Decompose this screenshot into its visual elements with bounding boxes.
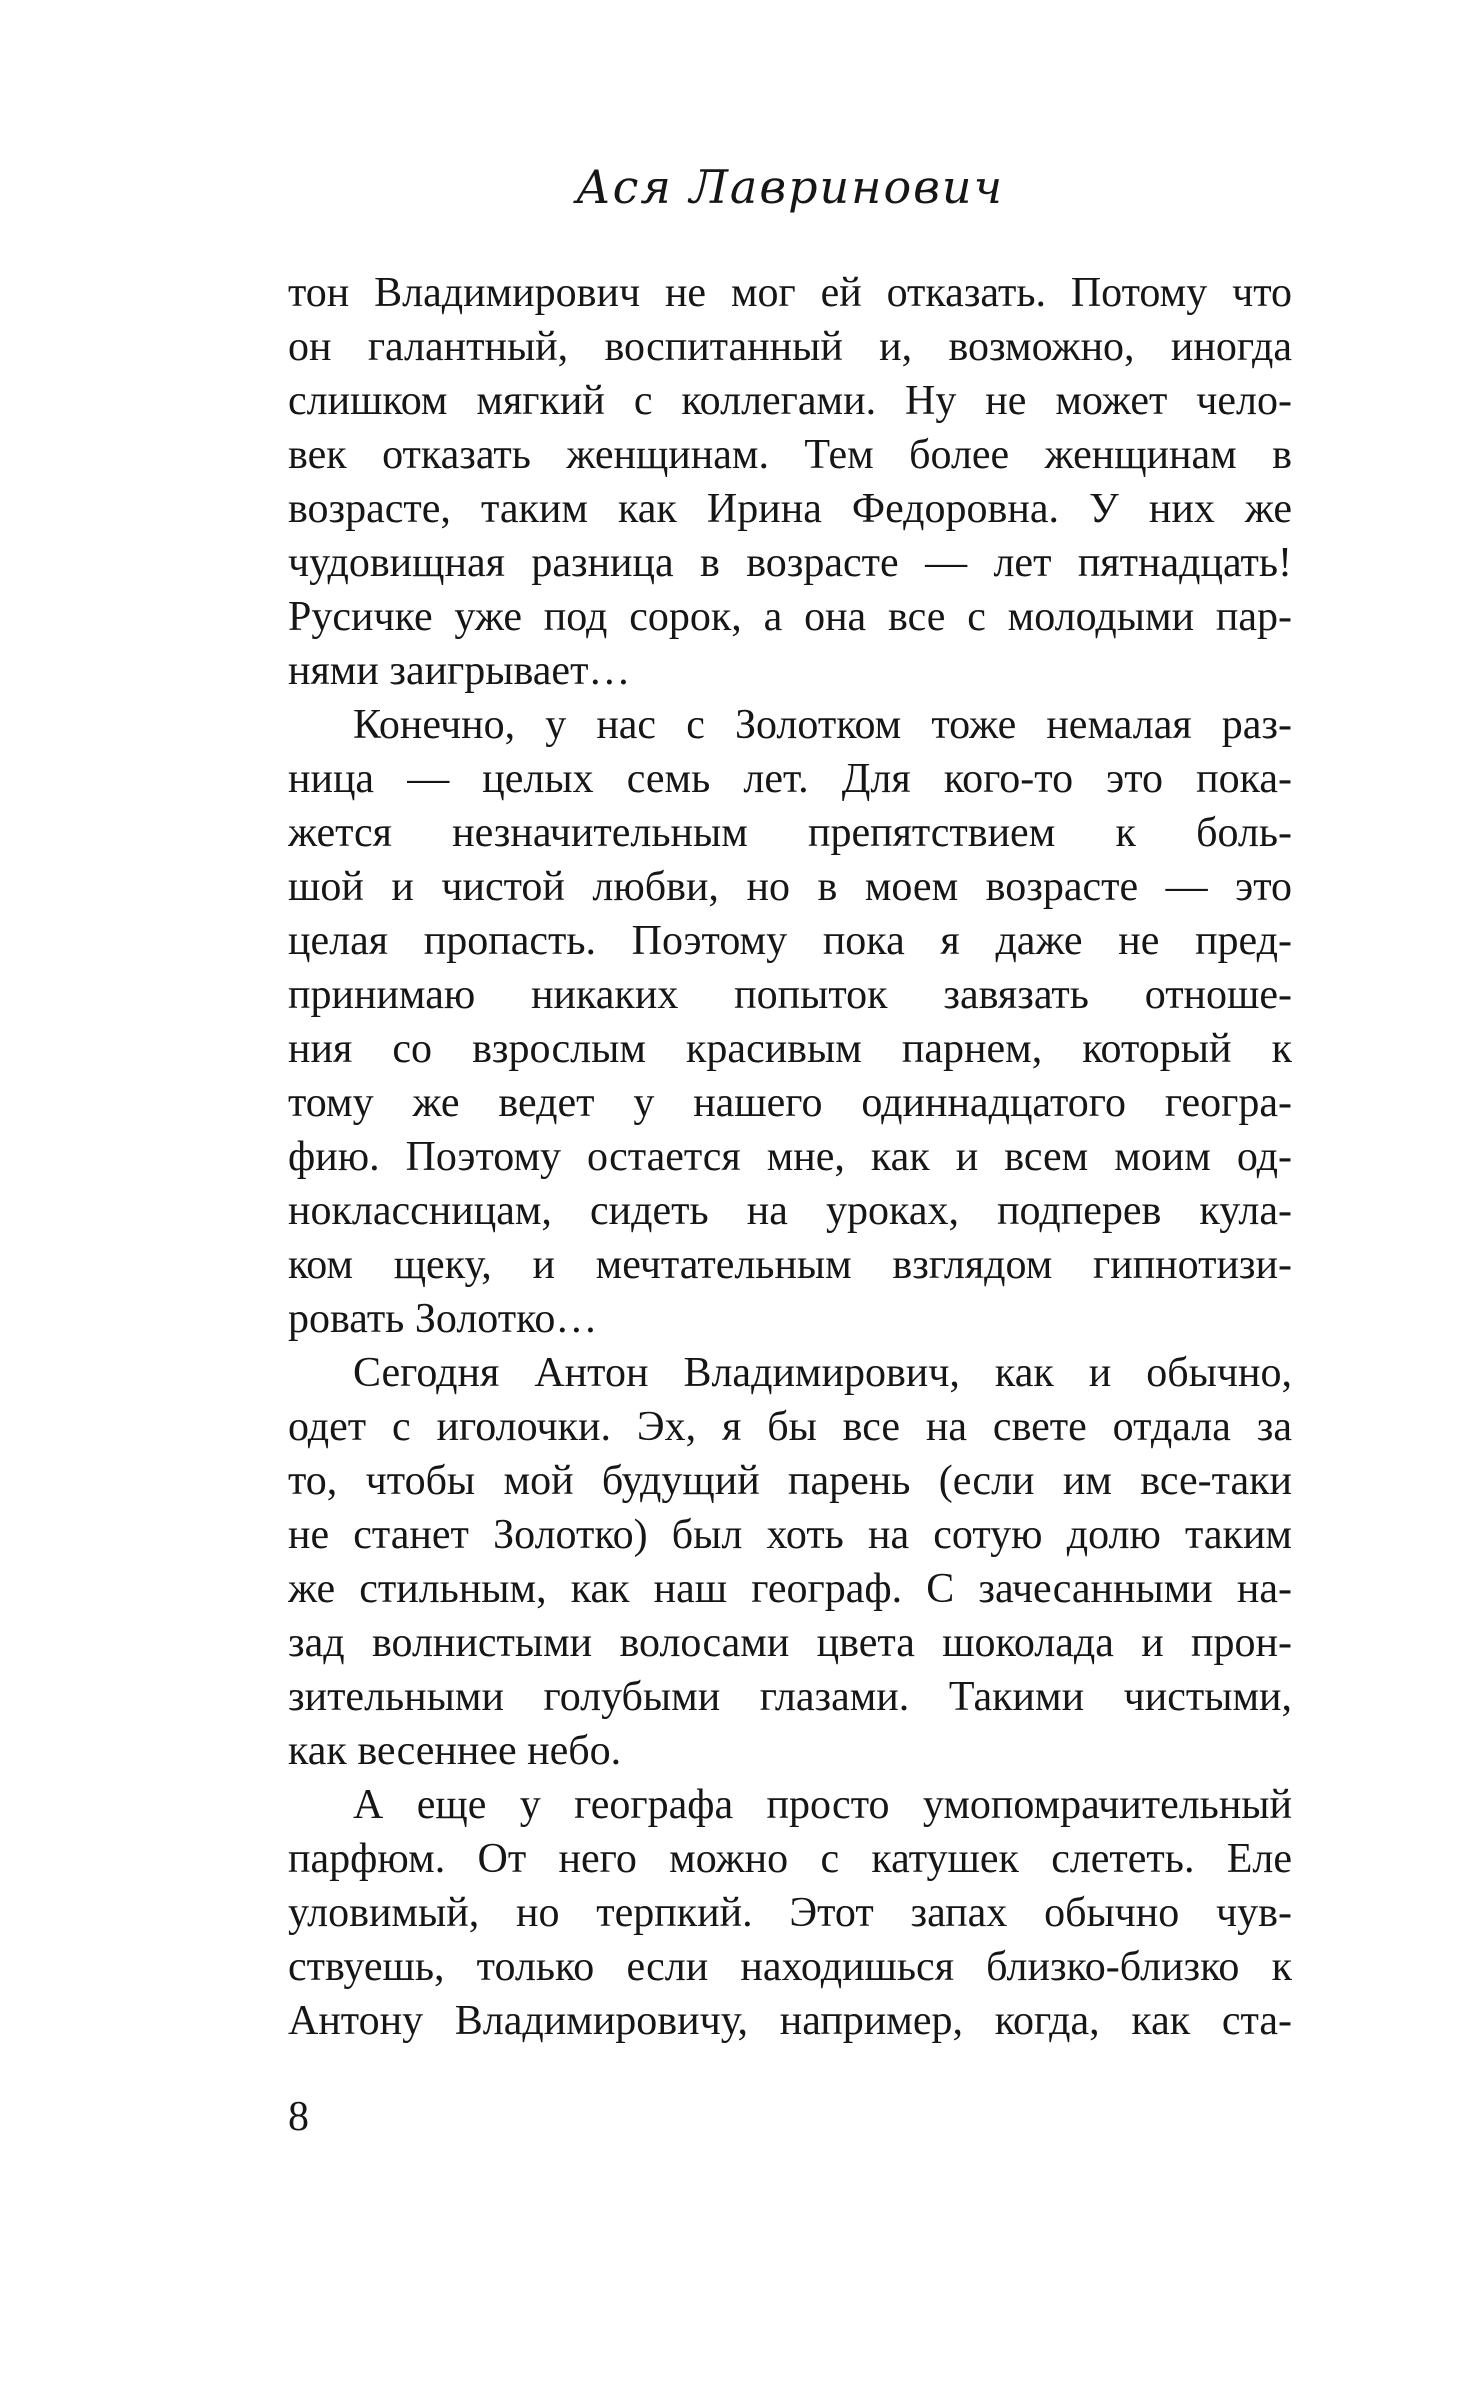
text-line: ния со взрослым красивым парнем, который к bbox=[288, 1026, 1292, 1072]
text-line: то, чтобы мой будущий парень (если им все-таки bbox=[288, 1458, 1292, 1504]
text-line: возрасте, таким как Ирина Федоровна. У них же bbox=[288, 486, 1292, 532]
text-line: зад волнистыми волосами цвета шоколада и прон- bbox=[288, 1620, 1292, 1666]
text-line: ствуешь, только если находишься близко-близко к bbox=[288, 1944, 1292, 1990]
text-line: он галантный, воспитанный и, возможно, иногда bbox=[288, 324, 1292, 370]
text-line: ница — целых семь лет. Для кого-то это пока- bbox=[288, 756, 1292, 802]
text-line: тон Владимирович не мог ей отказать. Потому что bbox=[288, 270, 1292, 316]
text-line: не станет Золотко) был хоть на сотую долю таким bbox=[288, 1512, 1292, 1558]
text-line: шой и чистой любви, но в моем возрасте — это bbox=[288, 864, 1292, 910]
text-line: Конечно, у нас с Золотком тоже немалая раз- bbox=[353, 702, 1292, 748]
text-line: же стильным, как наш географ. С зачесанными на- bbox=[288, 1566, 1292, 1612]
running-header-author: Ася Лавринович bbox=[575, 160, 1005, 214]
text-line: Антону Владимировичу, например, когда, как ста- bbox=[288, 1998, 1292, 2044]
text-line: зительными голубыми глазами. Такими чистыми, bbox=[288, 1674, 1292, 1720]
text-line: уловимый, но терпкий. Этот запах обычно чув- bbox=[288, 1890, 1292, 1936]
body-text bbox=[288, 266, 1292, 2048]
text-line: парфюм. От него можно с катушек слететь. Еле bbox=[288, 1836, 1292, 1882]
text-line: фию. Поэтому остается мне, как и всем моим од- bbox=[288, 1134, 1292, 1180]
paragraph bbox=[288, 1346, 1292, 1778]
text-line: как весеннее небо. bbox=[288, 1728, 622, 1774]
text-line: век отказать женщинам. Тем более женщинам в bbox=[288, 432, 1292, 478]
text-line: ноклассницам, сидеть на уроках, подперев кула- bbox=[288, 1188, 1292, 1234]
text-line: тому же ведет у нашего одиннадцатого геогра- bbox=[288, 1080, 1292, 1126]
text-line: ком щеку, и мечтательным взглядом гипнотизи- bbox=[288, 1242, 1292, 1288]
text-line: одет с иголочки. Эх, я бы все на свете отдала за bbox=[288, 1404, 1292, 1450]
text-line: А еще у географа просто умопомрачительный bbox=[353, 1782, 1292, 1828]
text-line: жется незначительным препятствием к боль- bbox=[288, 810, 1292, 856]
text-line: ровать Золотко… bbox=[288, 1296, 598, 1342]
paragraph bbox=[288, 1778, 1292, 2048]
text-line: нями заигрывает… bbox=[288, 648, 631, 694]
text-line: чудовищная разница в возрасте — лет пятнадцать! bbox=[288, 540, 1292, 586]
text-line: Сегодня Антон Владимирович, как и обычно, bbox=[353, 1350, 1292, 1396]
text-line: Русичке уже под сорок, а она все с молодыми пар- bbox=[288, 594, 1292, 640]
text-line: целая пропасть. Поэтому пока я даже не пред- bbox=[288, 918, 1292, 964]
paragraph bbox=[288, 698, 1292, 1346]
page-number: 8 bbox=[288, 2094, 309, 2140]
text-line: слишком мягкий с коллегами. Ну не может чело- bbox=[288, 378, 1292, 424]
text-line: принимаю никаких попыток завязать отноше- bbox=[288, 972, 1292, 1018]
paragraph bbox=[288, 266, 1292, 698]
